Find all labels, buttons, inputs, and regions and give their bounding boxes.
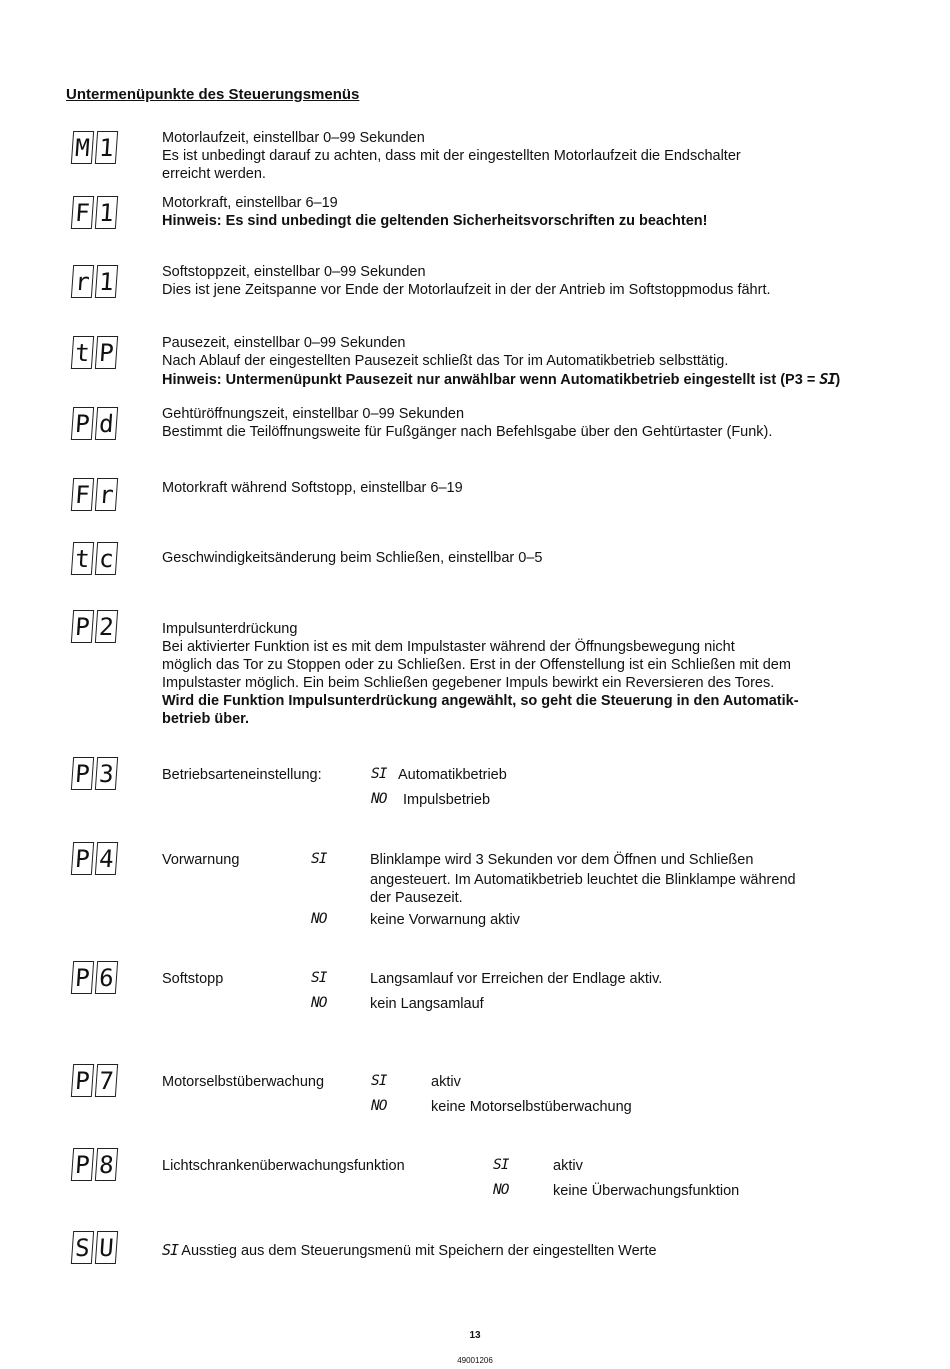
option-text: kein Langsamlauf <box>370 996 484 1012</box>
display-digit: t <box>71 336 94 369</box>
display-digit: 3 <box>95 757 118 790</box>
display-digit: U <box>95 1231 118 1264</box>
entry-line: Softstoppzeit, einstellbar 0–99 Sekunden <box>162 264 426 280</box>
segment-display <box>72 336 117 369</box>
entry-line: Motorkraft während Softstopp, einstellbar 6–19 <box>162 480 463 496</box>
entry-line: SI Ausstieg aus dem Steuerungsmenü mit Speichern der eingestellten Werte <box>162 1241 657 1259</box>
entry-line: Gehtüröffnungszeit, einstellbar 0–99 Sekunden <box>162 406 465 422</box>
option-text: aktiv <box>431 1074 461 1090</box>
entry-line: Motorkraft, einstellbar 6–19 <box>162 195 338 211</box>
display-digit: 2 <box>95 610 118 643</box>
entry-line: Motorlaufzeit, einstellbar 0–99 Sekunden <box>162 130 425 146</box>
segment-display <box>72 542 117 575</box>
display-digit: 4 <box>95 842 118 875</box>
segment-code: SI <box>819 370 836 388</box>
segment-display <box>72 757 117 790</box>
option-label: Lichtschrankenüberwachungsfunktion <box>162 1158 405 1174</box>
option-code: NO <box>371 1098 387 1114</box>
option-text: angesteuert. Im Automatikbetrieb leuchtet die Blinklampe während <box>370 872 796 888</box>
display-digit: 1 <box>95 265 118 298</box>
option-text: Langsamlauf vor Erreichen der Endlage aktiv. <box>370 971 663 987</box>
entry-warning: Hinweis: Es sind unbedingt die geltenden Sicherheitsvorschriften zu beachten! <box>162 213 708 229</box>
segment-display <box>72 131 117 164</box>
entry-bold-line: betrieb über. <box>162 711 250 727</box>
segment-display <box>72 1148 117 1181</box>
option-code: SI <box>371 766 387 782</box>
display-digit: c <box>95 542 118 575</box>
option-text: Blinklampe wird 3 Sekunden vor dem Öffnen und Schließen <box>370 852 754 868</box>
segment-display <box>72 610 117 643</box>
option-text: Impulsbetrieb <box>403 792 491 808</box>
segment-display <box>72 961 117 994</box>
display-digit: 7 <box>95 1064 118 1097</box>
option-code: SI <box>311 851 327 867</box>
segment-display <box>72 265 117 298</box>
option-code: NO <box>311 911 327 927</box>
option-text: keine Motorselbstüberwachung <box>431 1099 632 1115</box>
entry-line: Dies ist jene Zeitspanne vor Ende der Motorlaufzeit in der der Antrieb im Softstoppmodus fährt. <box>162 282 771 298</box>
segment-code: SI <box>162 1241 179 1259</box>
option-text: der Pausezeit. <box>370 890 463 906</box>
option-code: SI <box>493 1157 509 1173</box>
display-digit: 1 <box>95 131 118 164</box>
display-digit: r <box>71 265 94 298</box>
display-digit: 8 <box>95 1148 118 1181</box>
entry-line: Geschwindigkeitsänderung beim Schließen, einstellbar 0–5 <box>162 550 543 566</box>
entry-line: Impulsunterdrückung <box>162 621 298 637</box>
document-code: 49001206 <box>457 1356 493 1365</box>
display-digit: 1 <box>95 196 118 229</box>
display-digit: P <box>95 336 118 369</box>
display-digit: r <box>95 478 118 511</box>
page-number: 13 <box>469 1330 481 1341</box>
display-digit: P <box>71 1064 94 1097</box>
option-code: NO <box>371 791 387 807</box>
segment-display <box>72 478 117 511</box>
segment-display <box>72 407 117 440</box>
segment-display <box>72 1231 117 1264</box>
display-digit: t <box>71 542 94 575</box>
display-digit: P <box>71 407 94 440</box>
segment-display <box>72 196 117 229</box>
page-heading: Untermenüpunkte des Steuerungsmenüs <box>66 86 360 103</box>
option-code: NO <box>493 1182 509 1198</box>
entry-warning: Hinweis: Untermenüpunkt Pausezeit nur anwählbar wenn Automatikbetrieb eingestellt ist (P3 = SI) <box>162 370 841 388</box>
display-digit: P <box>71 842 94 875</box>
option-code: SI <box>311 970 327 986</box>
option-text: Automatikbetrieb <box>398 767 507 783</box>
display-digit: P <box>71 1148 94 1181</box>
entry-line: Impulstaster möglich. Ein beim Schließen gegebener Impuls bewirkt ein Reversieren des Tores. <box>162 675 775 691</box>
display-digit: 6 <box>95 961 118 994</box>
option-label: Vorwarnung <box>162 852 240 868</box>
display-digit: S <box>71 1231 94 1264</box>
display-digit: P <box>71 757 94 790</box>
display-digit: F <box>71 478 94 511</box>
option-text: aktiv <box>553 1158 583 1174</box>
display-digit: P <box>71 961 94 994</box>
segment-display <box>72 842 117 875</box>
option-code: SI <box>371 1073 387 1089</box>
entry-line: Pausezeit, einstellbar 0–99 Sekunden <box>162 335 406 351</box>
entry-line: Bestimmt die Teilöffnungsweite für Fußgänger nach Befehlsgabe über den Gehtürtaster (Funk). <box>162 424 773 440</box>
entry-line: erreicht werden. <box>162 166 266 182</box>
entry-line: möglich das Tor zu Stoppen oder zu Schließen. Erst in der Offenstellung ist ein Schließen mit dem <box>162 657 791 673</box>
segment-display <box>72 1064 117 1097</box>
option-label: Betriebsarteneinstellung: <box>162 767 322 783</box>
entry-line: Nach Ablauf der eingestellten Pausezeit schließt das Tor im Automatikbetrieb selbsttätig. <box>162 353 729 369</box>
option-label: Motorselbstüberwachung <box>162 1074 325 1090</box>
display-digit: F <box>71 196 94 229</box>
entry-line: Es ist unbedingt darauf zu achten, dass mit der eingestellten Motorlaufzeit die Endschalter <box>162 148 741 164</box>
display-digit: d <box>95 407 118 440</box>
option-text: keine Vorwarnung aktiv <box>370 912 520 928</box>
option-text: keine Überwachungsfunktion <box>553 1183 740 1199</box>
display-digit: P <box>71 610 94 643</box>
display-digit: M <box>71 131 94 164</box>
entry-line: Bei aktivierter Funktion ist es mit dem Impulstaster während der Öffnungsbewegung nicht <box>162 639 735 655</box>
entry-bold-line: Wird die Funktion Impulsunterdrückung angewählt, so geht die Steuerung in den Automatik- <box>162 693 799 709</box>
option-code: NO <box>311 995 327 1011</box>
option-label: Softstopp <box>162 971 224 987</box>
